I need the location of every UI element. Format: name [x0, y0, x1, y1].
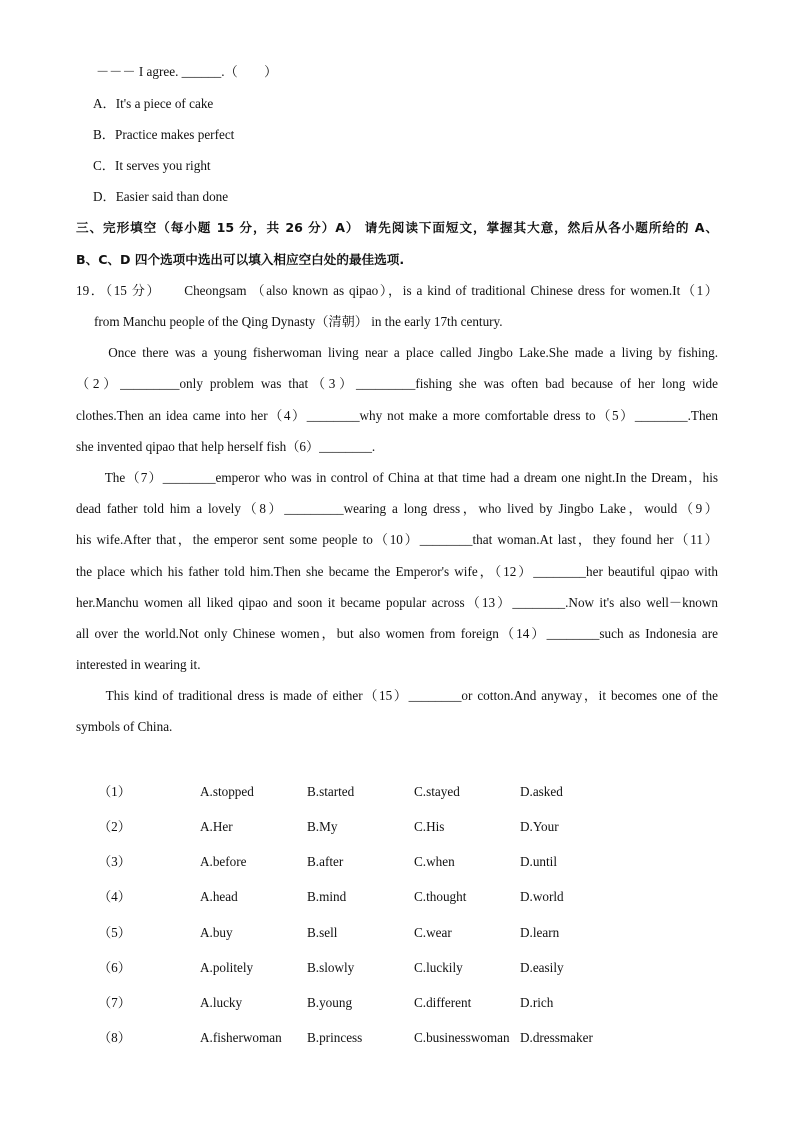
choice-b: B.sell [307, 925, 338, 940]
choice-a: A.buy [200, 925, 233, 940]
choice-c: C.His [414, 819, 445, 834]
choice-c: C.stayed [414, 784, 460, 799]
choice-c: C.thought [414, 889, 467, 904]
passage-line: interested in wearing it. [76, 657, 201, 672]
passage-line: the place which his father told him.Then she became the Emperor's wife，（12）________her beautiful qipao with [76, 564, 718, 579]
item-number: （8） [98, 1030, 131, 1045]
passage-line: （2）_________only problem was that（3）_________fishing she was often bad because of her long wide [76, 376, 718, 391]
passage-line: clothes.Then an idea came into her（4）________why not make a more comfortable dress to（5）________.Then [76, 408, 718, 423]
item-number: （2） [98, 819, 131, 834]
choice-c: C.when [414, 854, 455, 869]
passage-line: The（7）________emperor who was in control of China at that time had a dream one night.In the Dream，his [76, 470, 718, 485]
section-heading-line-1: 三、完形填空（每小题 15 分，共 26 分）A） 请先阅读下面短文，掌握其大意，然后从各小题所给的 A、 [76, 220, 718, 235]
section-heading-line-2: B、C、D 四个选项中选出可以填入相应空白处的最佳选项. [76, 252, 405, 267]
choice-c: C.wear [414, 925, 452, 940]
passage-line: all over the world.Not only Chinese women，but also women from foreign（14）________such as Indonesia are [76, 626, 718, 641]
item-number: （3） [98, 854, 131, 869]
passage-line: her.Manchu women all liked qipao and soon it became popular across（13）________.Now it's also well－known [76, 595, 718, 610]
option-a: A．It's a piece of cake [93, 96, 214, 111]
option-b: B．Practice makes perfect [93, 127, 235, 142]
passage-line: symbols of China. [76, 719, 173, 734]
item-number: （5） [98, 925, 131, 940]
choice-d: D.learn [520, 925, 560, 940]
passage-line: Once there was a young fisherwoman living near a place called Jingbo Lake.She made a living by fishing. [76, 345, 718, 360]
choice-b: B.My [307, 819, 338, 834]
passage-line: dead father told him a lovely（8）_________wearing a long dress，who lived by Jingbo Lake，would（9） [76, 501, 718, 516]
choice-a: A.lucky [200, 995, 243, 1010]
choice-d: D.rich [520, 995, 554, 1010]
choice-b: B.after [307, 854, 344, 869]
option-c: C．It serves you right [93, 158, 211, 173]
choice-a: A.Her [200, 819, 233, 834]
choice-a: A.before [200, 854, 247, 869]
choice-d: D.easily [520, 960, 564, 975]
item-number: （6） [98, 960, 131, 975]
item-number: （7） [98, 995, 131, 1010]
passage-line: from Manchu people of the Qing Dynasty（清朝） in the early 17th century. [94, 314, 503, 329]
question-stem: －－－ I agree. ______.（ ） [96, 64, 278, 79]
choice-b: B.mind [307, 889, 347, 904]
choice-b: B.started [307, 784, 355, 799]
choice-d: D.Your [520, 819, 559, 834]
passage-line: his wife.After that，the emperor sent some people to（10）________that woman.At last，they found her（11） [76, 532, 718, 547]
passage-line: 19．（15 分） Cheongsam （also known as qipao），is a kind of traditional Chinese dress for women.It（1） [76, 283, 718, 298]
choice-b: B.slowly [307, 960, 355, 975]
choice-d: D.asked [520, 784, 563, 799]
item-number: （1） [98, 784, 131, 799]
choice-c: C.different [414, 995, 472, 1010]
choice-d: D.world [520, 889, 564, 904]
choice-a: A.fisherwoman [200, 1030, 282, 1045]
item-number: （4） [98, 889, 131, 904]
passage-line: This kind of traditional dress is made of either（15）________or cotton.And anyway，it becomes one of the [76, 688, 718, 703]
choice-d: D.until [520, 854, 557, 869]
choice-a: A.politely [200, 960, 254, 975]
choice-c: C.businesswoman [414, 1030, 510, 1045]
choice-c: C.luckily [414, 960, 463, 975]
passage-line: she invented qipao that help herself fish（6）________. [76, 439, 376, 454]
choice-b: B.young [307, 995, 353, 1010]
choice-a: A.stopped [200, 784, 254, 799]
option-d: D．Easier said than done [93, 189, 229, 204]
choice-b: B.princess [307, 1030, 363, 1045]
choice-a: A.head [200, 889, 238, 904]
choice-d: D.dressmaker [520, 1030, 593, 1045]
